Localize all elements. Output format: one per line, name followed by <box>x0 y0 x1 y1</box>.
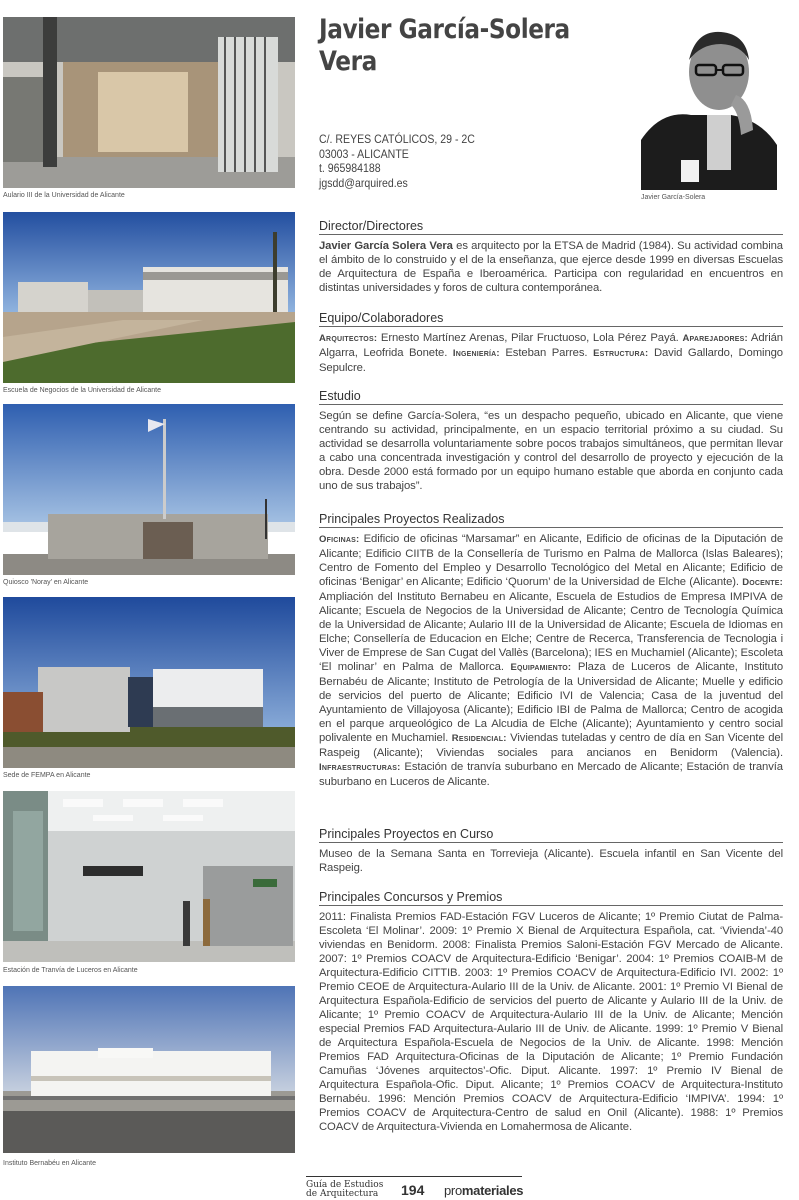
estudio-text: Según se define García-Solera, “es un despacho pequeño, ubicado en Alicante, que viene centrando su actividad, principalmente, en un espacio territorial próximo a su ciudad. Su actividad se desarrolla voluntariamente sobre pocos trabajos simultáneos, que permitan llevar a cabo una concentrada investigación y control del desarrollo de proyecto y ejecución de la obra. Desde 2000 está formado por un equipo humano estable que aborda en conjunto cada uno de sus trabajos”. <box>319 410 783 492</box>
section-title: Principales Concursos y Premios <box>319 890 783 906</box>
contact-block <box>319 132 475 190</box>
page-footer <box>306 1176 522 1199</box>
section-title: Equipo/Colaboradores <box>319 311 783 327</box>
equipamiento-list: Plaza de Luceros de Alicante, Instituto Bernabéu de Alicante; Instituto de Petrología de la Universidad de Alicante; Muelle y edificio de servicios del puerto de Alicante; Edificio IVI de Valencia; Casa de la juventud del Ayuntamiento de Villajoyosa (Alicante); Edificio IBI de Palma de Mallorca; Centro de acogida en el parque arqueológico de La Alcudia de Elche (Alicante); Ayuntamiento y centro social polivalente en Muchamiel. <box>319 661 783 744</box>
photo-aulario <box>3 17 295 188</box>
photo-caption: Estación de Tranvía de Luceros en Alicante <box>3 967 138 974</box>
contact-email[interactable]: jgsdd@arquired.es <box>319 175 408 190</box>
section-estudio <box>319 389 783 493</box>
realizados-text <box>319 532 783 789</box>
photo-caption: Escuela de Negocios de la Universidad de Alicante <box>3 387 161 394</box>
docente-list: Ampliación del Instituto Bernabeu en Alicante, Escuela de Estudios de Empresa IMPIVA de Alicante; Escuela de Negocios de la Universidad de Alicante; Centro de Tecnología Química de la Universidad de Alicante; Aulario III de la Universidad de Alicante; Escuela de Idiomas en Elche; Consellería de Educacion en Elche; Centre de Recerca, Transferencia de Tecnologia i Viver de Emprese de San Cugat del Vallès (Barcelona); IES en Muchamiel (Alicante); Escoleta ‘El molinar’ en Palma de Mallorca. <box>319 591 783 673</box>
architect-name-line2: Vera <box>319 46 377 77</box>
section-title: Principales Proyectos en Curso <box>319 827 783 843</box>
photo-caption: Quiosco 'Noray' en Alicante <box>3 579 89 586</box>
photo-caption: Sede de FEMPA en Alicante <box>3 772 91 779</box>
curso-text: Museo de la Semana Santa en Torrevieja (Alicante). Escuela infantil en San Vicente del Raspeig. <box>319 848 783 874</box>
residencial-list: Viviendas tuteladas y centro de día en San Vicente del Raspeig (Alicante); Viviendas sociales para ancianos en Benidorm (Valencia). <box>319 732 783 759</box>
estructura-list: David Gallardo, Domingo Sepulcre. <box>319 347 783 374</box>
aparejadores-list: Adrián Algarra, Leofrida Bonete. <box>319 332 783 359</box>
footer-guide-line1: Guía de Estudios <box>306 1180 384 1190</box>
photo-caption: Instituto Bernabéu en Alicante <box>3 1160 97 1167</box>
oficinas-list: Edificio de oficinas “Marsamar” en Alicante, Edificio de oficinas de la Diputación de Alicante; Edificio CIITB de la Consellería de Turismo en Palma de Mallorca (Islas Baleares); Centro de Fomento del Empleo y Desarrollo Tecnológico del Metal en Alicante; Edificio de oficinas ‘Benigar’ en Alicante; Edificio ‘Quorum’ de la Universidad de Elche (Alicante). <box>319 533 783 588</box>
photo-instituto-bernabeu <box>3 986 295 1153</box>
label-estructura: Estructura: <box>593 348 649 359</box>
equipo-text <box>319 331 783 375</box>
section-proyectos-curso <box>319 827 783 875</box>
label-ingenieria: Ingeniería: <box>452 348 500 359</box>
infraestructuras-list: Estación de tranvía suburbano en Mercado de Alicante; Estación de tranvía suburbano en Luceros de Alicante. <box>319 761 783 788</box>
label-docente: Docente: <box>742 577 783 588</box>
section-title: Estudio <box>319 389 783 405</box>
footer-guide-title <box>306 1181 383 1199</box>
label-infraestructuras: Infraestructuras: <box>319 762 401 773</box>
photo-quiosco-noray <box>3 404 295 575</box>
footer-brand-pre: pro <box>444 1183 462 1198</box>
footer-brand-post: materiales <box>461 1183 524 1198</box>
ingenieria-list: Esteban Parres. <box>499 347 594 359</box>
premios-text: 2011: Finalista Premios FAD-Estación FGV Luceros de Alicante; 1º Premio Ciutat de Palma-Escoleta ‘El Molinar’. 2009: 1º Premio X Bienal de Arquitectura Española, cat. ‘Vivienda’-40 viviendas en Benidorm. 2008: Finalista Premios Saloni-Estación FGV Mercado de Alicante. 2007: 1º Premios COACV de Arquitectura-Edificio ‘Benigar’. 2004: 1º Premios COAIB-M de Arquitectura-Edificio CITTIB. 2003: 1º Premios COACV de Arquitectura-Edificio IVI. 2002: 1º Premio CEOE de Arquitectura-Aulario III de la Univ. de Alicante. 2001: 1º Premio VI Bienal de Arquitectura Española-Edificio de servicios del puerto de Alicante y Aulario III de la Univ. de Alicante; 1º Premio COACV de Arquitectura-Aulario III de la Univ. de Alicante; Mención especial Premios FAD Arquitectura-Aulario III de Univ. de Alicante. 1999: 1º Premio V Bienal de Arquitectura Española-Escuela de Negocios de la Univ. de Alicante. 1998: Mención Premios FAD Arquitectura-Oficinas de la Diputación de Alicante; 1º Premio Fundación Camuñas ‘Jóvenes arquitectos’-Ofic. Diput. Alicante. 1997: 1º Premio IV Bienal de Arquitectura Española-Ofic. Diput. Alicante; 1º Premios COACV de Arquitectura-Instituto Bernabéu. 1996: Mención Premios COACV de Arquitectura-Edificio ‘IMPIVA’. 1994: 1º Premios COACV de Arquitectura-Centro de salud en Onil (Alicante). 1988: 1º Premios COACV de Arquitectura-Vivienda en Lomahermosa de Alicante. <box>319 911 783 1133</box>
footer-brand <box>444 1183 523 1198</box>
section-premios <box>319 890 783 1134</box>
director-text <box>319 239 783 295</box>
photo-caption: Aulario III de la Universidad de Alicante <box>3 192 125 199</box>
section-title: Principales Proyectos Realizados <box>319 512 783 528</box>
section-equipo <box>319 311 783 375</box>
page-number: 194 <box>401 1182 425 1198</box>
portrait-caption: Javier García-Solera <box>641 194 706 201</box>
label-arquitectos: Arquitectos: <box>319 333 378 344</box>
contact-city: 03003 - ALICANTE <box>319 146 409 161</box>
director-bio: es arquitecto por la ETSA de Madrid (1984). Su actividad combina el ámbito de lo construido y el de la enseñanza, que ejerce desde 1999 en diversas Escuelas de Arquitectura de España e Iberoamérica. Participa con regularidad en encuentros en distintas universidades y foros de cultura contemporánea. <box>319 240 783 294</box>
photo-escuela-negocios <box>3 212 295 383</box>
label-oficinas: Oficinas: <box>319 534 360 545</box>
section-director <box>319 219 783 295</box>
section-proyectos-realizados <box>319 512 783 789</box>
label-residencial: Residencial: <box>451 733 507 744</box>
architect-name-line1: Javier García-Solera <box>319 14 570 45</box>
section-title: Director/Directores <box>319 219 783 235</box>
contact-address: C/. REYES CATÓLICOS, 29 - 2C <box>319 132 475 146</box>
photo-estacion-luceros <box>3 791 295 962</box>
architect-portrait <box>641 20 777 190</box>
footer-guide-line2: de Arquitectura <box>306 1189 379 1199</box>
architect-name <box>319 14 570 78</box>
label-aparejadores: Aparejadores: <box>682 333 748 344</box>
arquitectos-list: Ernesto Martínez Arenas, Pilar Fructuoso, Lola Pérez Payá. <box>377 332 683 344</box>
director-name: Javier García Solera Vera <box>319 240 453 252</box>
photo-sede-fempa <box>3 597 295 768</box>
contact-phone: t. 965984188 <box>319 161 381 175</box>
label-equipamiento: Equipamiento: <box>510 662 572 673</box>
